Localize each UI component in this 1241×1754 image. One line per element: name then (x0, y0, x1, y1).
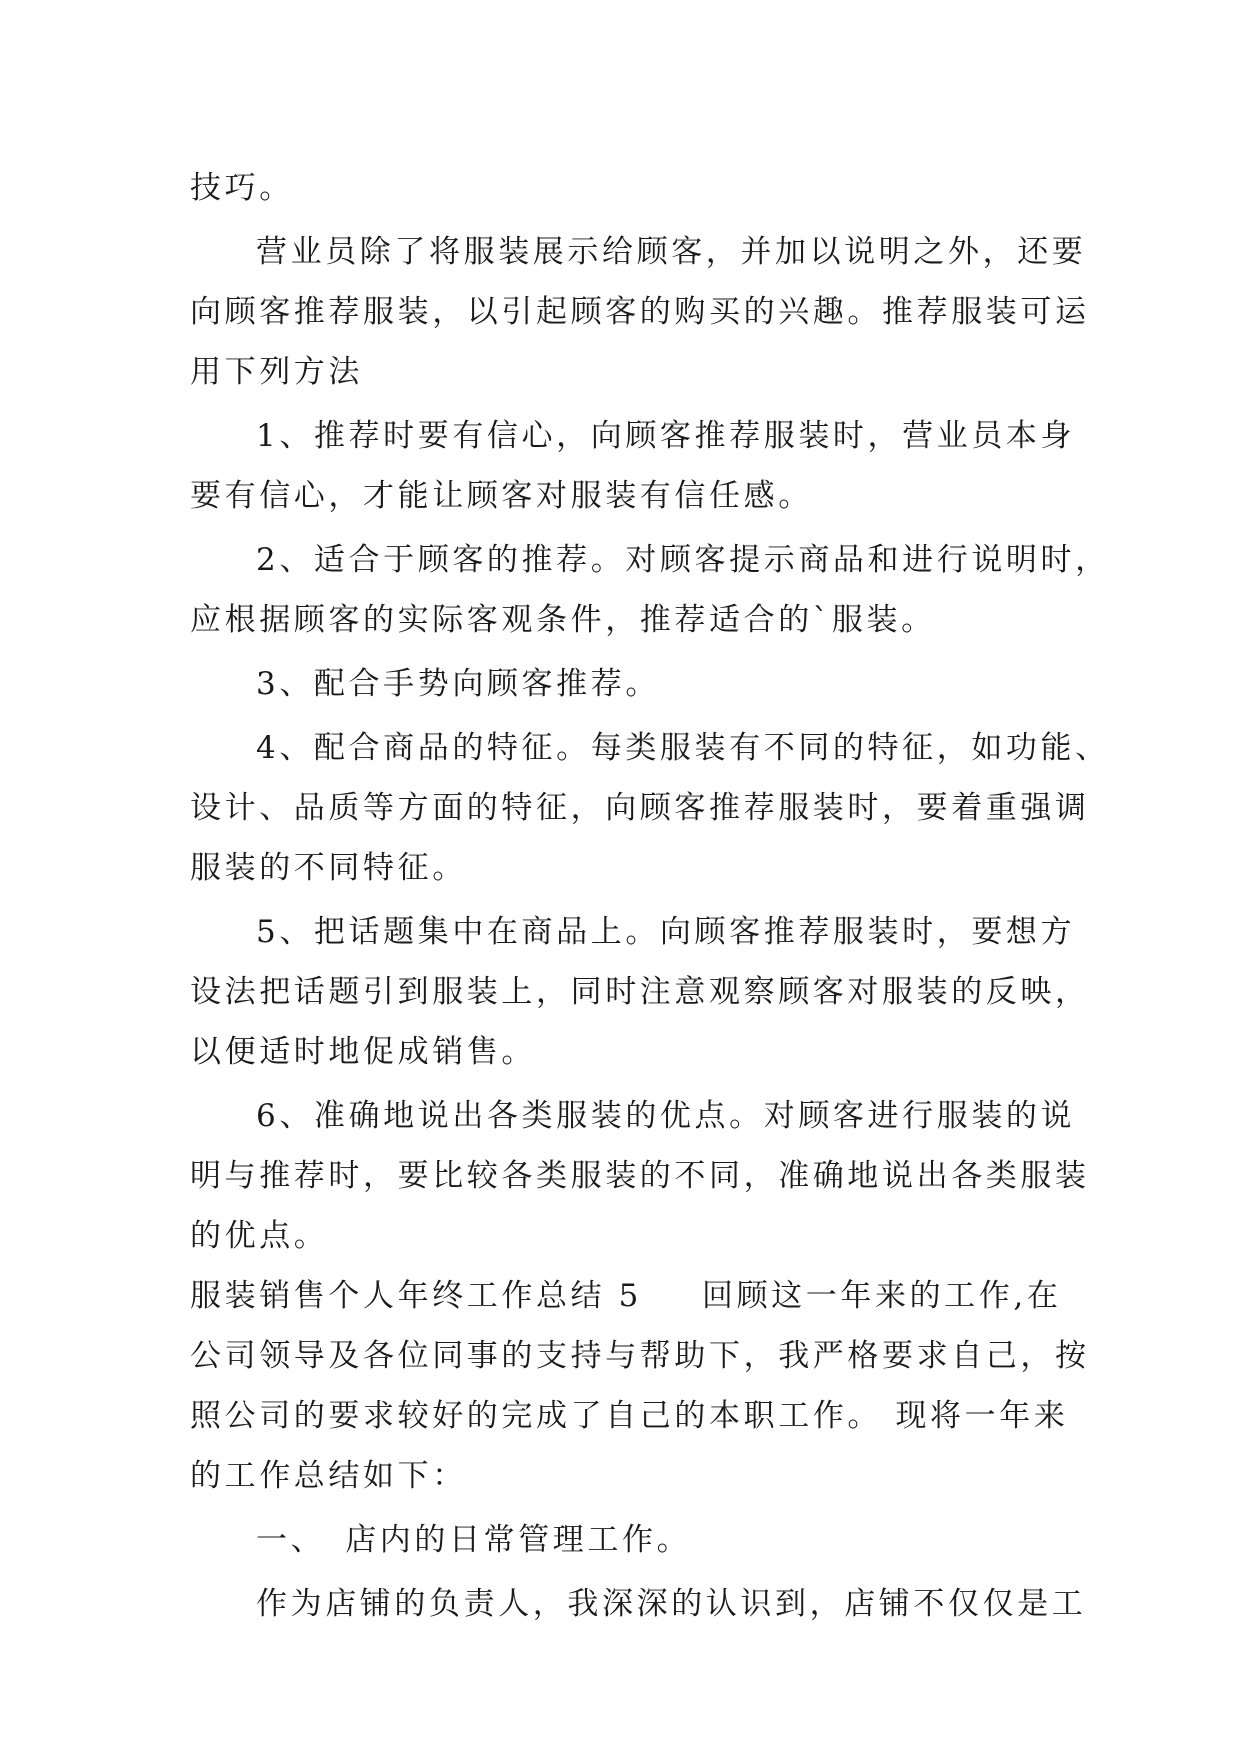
text-line: 明与推荐时，要比较各类服装的不同，准确地说出各类服装 (190, 1158, 1090, 1194)
text-line: 的优点。 (190, 1218, 329, 1254)
text-line: 营业员除了将服装展示给顾客，并加以说明之外，还要 (256, 234, 1087, 270)
text-line: 作为店铺的负责人，我深深的认识到，店铺不仅仅是工 (256, 1586, 1087, 1622)
text-line: 服装的不同特征。 (190, 850, 467, 886)
text-line: 设计、品质等方面的特征，向顾客推荐服装时，要着重强调 (190, 790, 1090, 826)
text-line: 技巧。 (190, 170, 294, 206)
list-item-6: 6、准确地说出各类服装的优点。对顾客进行服装的说 (256, 1098, 1076, 1134)
text-line: 照公司的要求较好的完成了自己的本职工作。 现将一年来 (190, 1398, 1069, 1434)
list-item-4: 4、配合商品的特征。每类服装有不同的特征，如功能、 (256, 730, 1110, 766)
text-line: 向顾客推荐服装，以引起顾客的购买的兴趣。推荐服装可运 (190, 294, 1090, 330)
document-body (190, 158, 1110, 1634)
list-item-5: 5、把话题集中在商品上。向顾客推荐服装时，要想方 (256, 914, 1076, 950)
subheading-line (190, 1510, 1070, 1570)
subheading-text: 店内的日常管理工作。 (345, 1522, 692, 1558)
section-title: 服装销售个人年终工作总结 5 (190, 1278, 642, 1314)
section-heading-line (190, 1266, 1070, 1326)
subheading-marker: 一、 (256, 1522, 326, 1558)
list-item-1: 1、推荐时要有信心，向顾客推荐服装时，营业员本身 (256, 418, 1076, 454)
text-line: 应根据顾客的实际客观条件，推荐适合的`服装。 (190, 602, 936, 638)
text-line: 的工作总结如下： (190, 1458, 467, 1494)
text-line: 公司领导及各位同事的支持与帮助下，我严格要求自己，按 (190, 1338, 1090, 1374)
text-line: 以便适时地促成销售。 (190, 1034, 536, 1070)
text-line: 用下列方法 (190, 354, 363, 390)
section-continuation: 回顾这一年来的工作,在 (701, 1278, 1062, 1314)
text-line: 设法把话题引到服装上，同时注意观察顾客对服装的反映， (190, 974, 1090, 1010)
text-line: 要有信心，才能让顾客对服装有信任感。 (190, 478, 813, 514)
list-item-2: 2、适合于顾客的推荐。对顾客提示商品和进行说明时， (256, 542, 1110, 578)
list-item-3: 3、配合手势向顾客推荐。 (256, 666, 660, 702)
